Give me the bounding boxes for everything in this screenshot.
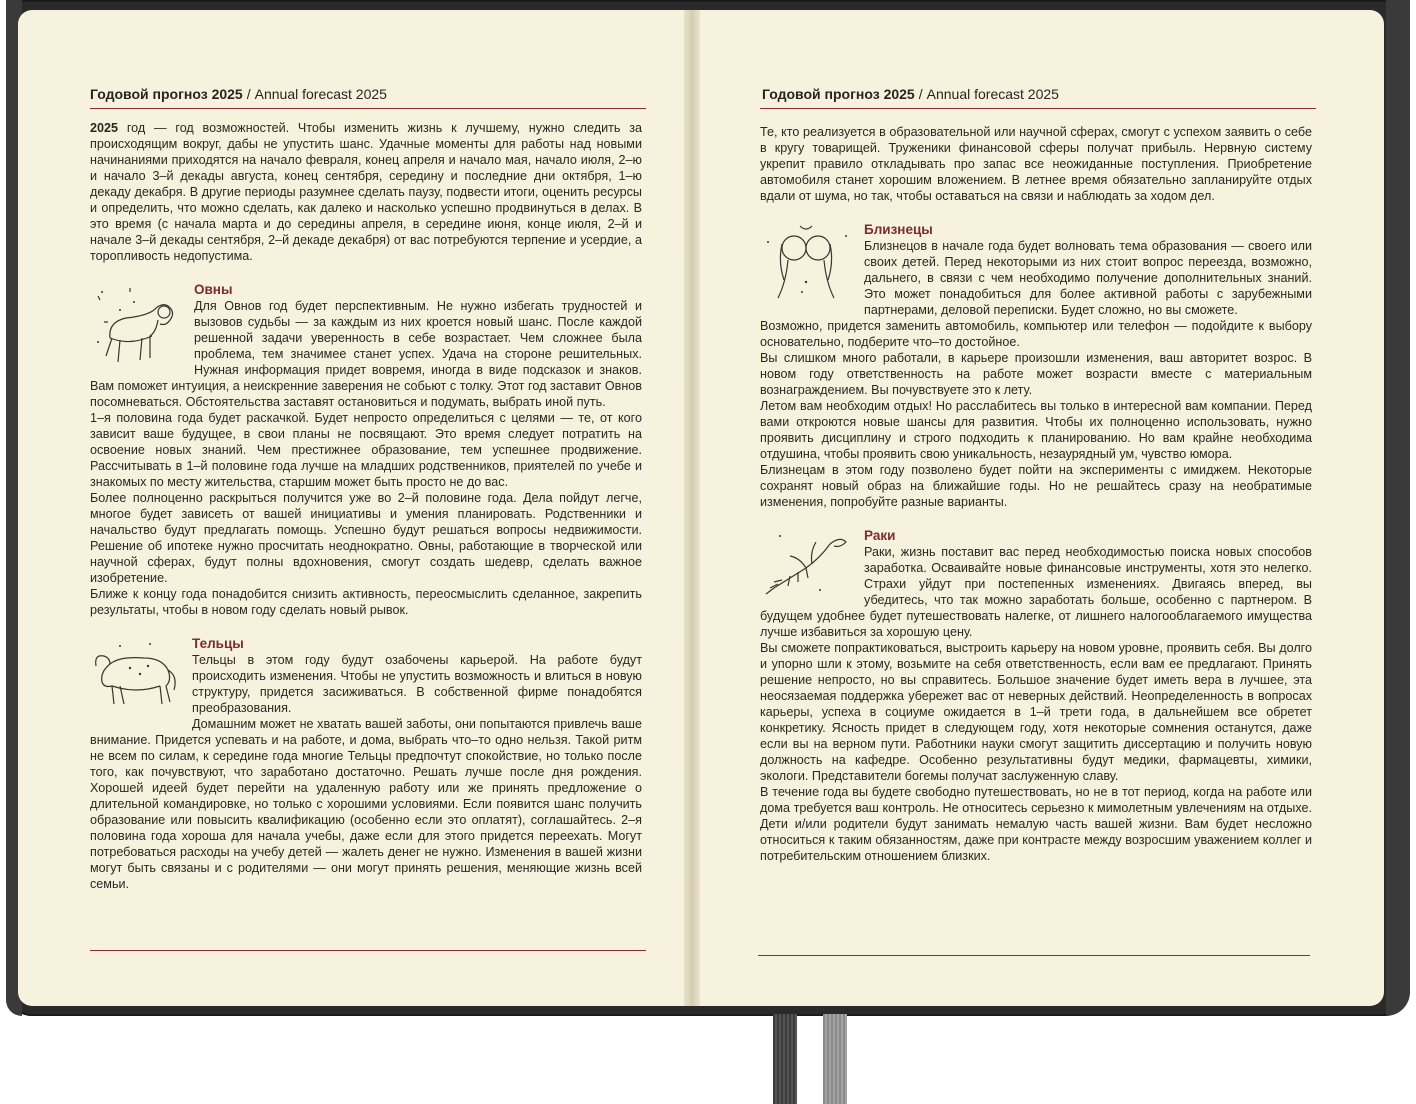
aries-title: Овны [194,282,233,297]
right-intro-paragraph: Те, кто реализуется в образовательной или научной сферах, смогут с успехом заявить о себе в кругу товарищей. Труженики финансовой сферы получат прибыль. Нервную систему укрепит правило откладывать про запас все неожиданные поступления. Приобретение автомобиля станет хорошим вложением. В летнее время обязательно запланируйте отдых вдали от шума, но так, чтобы оставаться на связи и наблюдать за ходом дел. [760,125,1312,203]
cancer-title: Раки [864,528,896,543]
right-running-header [762,86,1059,102]
left-footer-rule [90,950,646,951]
taurus-paragraph-1: Тельцы в этом году будут озабочены карьерой. На работе будут происходить изменения. Чтобы не упустить возможность и влиться в новую структуру, придется засиживаться. В собственной фирме понадобятся преобразования. [192,653,642,715]
gemini-paragraph-1: Близнецов в начале года будет волновать тема образования — своего или своих детей. Перед некоторыми из них стоит вопрос переезда, возможно, дальнего, в связи с чем необходимо получение дополнительных знаний. Это может понадобиться для более активной работы с зарубежными партнерами, деловой переписки. Будет сложно, но вы сможете. [864,239,1312,317]
cancer-crayfish-icon [760,528,858,604]
left-header-rule [90,108,646,109]
header-title-ru: Годовой прогноз 2025 [90,86,243,102]
header-title-ru: Годовой прогноз 2025 [762,86,915,102]
aries-paragraph-4: Ближе к концу года понадобится снизить активность, переосмыслить сделанное, закрепить результаты, чтобы в новом году сделать новый рывок. [90,587,642,617]
aries-paragraph-3: Более полноценно раскрыться получится уже во 2–й половине года. Дела пойдут легче, многое будет зависеть от вашей инициативы и умения планировать. Родственники и начальство будут предлагать помощь. Успешно будут решаться вопросы недвижимости. Решение об ипотеке нужно просчитать неоднократно. Овны, работающие в творческой или научной сферах, будут полны вдохновения, смогут создать шедевр, сделать важное изобретение. [90,491,642,585]
gemini-paragraph-2: Возможно, придется заменить автомобиль, компьютер или телефон — подойдите к выбору основательно, подберите что–то достойное. [760,319,1312,349]
aries-paragraph-2: 1–я половина года будет раскачкой. Будет непросто определиться с целями — те, от кого зависит ваше будущее, в свои планы не посвящают. Это время следует потратить на освоение новых знаний. Чем престижнее образование, тем успешнее продвижение. Рассчитывать в 1–й половине года лучше на младших родственников, приятелей по учебе и знакомых по месту жительства, старшим может быть просто не до вас. [90,411,642,489]
gemini-paragraph-3: Вы слишком много работали, в карьере произошли изменения, ваш авторитет возрос. В новом году ответственность на работе может возрасти вместе с материальным вознаграждением. Вы почувствуете это к лету. [760,351,1312,397]
left-page-body [90,120,642,892]
taurus-bull-icon [90,636,186,716]
bookmark-ribbon-dark[interactable] [773,1014,797,1104]
taurus-title: Тельцы [192,636,244,651]
book-gutter [684,10,700,1006]
header-separator: / [246,86,251,102]
right-page-body [760,124,1312,864]
header-title-en: Annual forecast 2025 [254,86,387,102]
intro-year: 2025 [90,121,119,135]
left-running-header [90,86,387,102]
cancer-paragraph-3: В течение года вы будете свободно путешествовать, но не в тот период, когда на работе или дома требуется ваш контроль. Не относитесь серьезно к мимолетным увлечениям на отдыхе. Дети и/или родители будут занимать немалую часть вашей жизни. Вам будет несложно относиться к таким обязанностям, даже при контрасте между возросшим уважением коллег и потребительским отношением близких. [760,785,1312,863]
gemini-paragraph-4: Летом вам необходим отдых! Но расслабитесь вы только в интересной вам компании. Перед вами откроются новые шансы для развития. Чтобы их полноценно использовать, нужно проявить дисциплину и строго подходить к планированию. Но вам крайне необходима отдушина, чтобы проявить свою уникальность, незаурядный ум, чувство юмора. [760,399,1312,461]
cancer-paragraph-2: Вы сможете попрактиковаться, выстроить карьеру на новом уровне, проявить себя. Вы долго и упорно шли к этому, возьмите на себя ответственность, если вам ее предлагают. Принять решение непросто, но вы справитесь. Большое значение будет иметь вера в лучшее, эта неосязаемая поддержка убережет вас от неверных действий. Неопределенность в вопросах карьеры, успеха в социуме ожидается в 1–й трети года, в дальнейшем все обретет конкретику. Ясность придет в следующем году, хотя некоторые сомнения останутся, даже если вы на верном пути. Работники науки смогут защитить диссертацию и получить новую должность на кафедре. Особенно результативны будут медики, фармацевты, химики, экологи. Представители богемы получат заслуженную славу. [760,641,1312,783]
gemini-paragraph-5: Близнецам в этом году позволено будет пойти на эксперименты с имиджем. Некоторые сохранят новый образ на ближайшие годы. Но не решайтесь сразу на необратимые изменения, попробуйте разные варианты. [760,463,1312,509]
cancer-paragraph-1: Раки, жизнь поставит вас перед необходимостью поиска новых способов заработка. Осваивайте новые финансовые инструменты, хотя это нелегко. Страхи уйдут при постепенных изменениях. Двигаясь вперед, вы убедитесь, что так можно заработать больше, особенно с партнером. В будущем удобнее будет путешествовать налегке, от лишнего налогооблагаемого имущества лучше избавиться за хорошую цену. [760,545,1312,639]
header-title-en: Annual forecast 2025 [926,86,1059,102]
bookmark-ribbon-light[interactable] [823,1014,847,1104]
cover-edge-right [1386,0,1410,1016]
aries-paragraph-1: Для Овнов год будет перспективным. Не нужно избегать трудностей и вызовов судьбы — за каждым из них кроется новый шанс. После каждой решенной задачи уверенность в себе возрастает. Чем сложнее была проблема, тем значимее станет успех. Удача на стороне решительных. Нужная информация придет вовремя, иногда в виде подсказок и знаков. Вам поможет интуиция, а неискренние заверения не собьют с толку. Этот год заставит Овнов посомневаться. Обстоятельства заставят остановиться и подумать, выбрать иной путь. [90,299,642,409]
taurus-paragraph-2: Домашним может не хватать вашей заботы, они попытаются привлечь ваше внимание. Придется успевать и на работе, и дома, выбрать что–то одно нельзя. Такой ритм не всем по силам, к середине года многие Тельцы предпочтут спокойствие, но только после того, как почувствуют, что заработано достаточно. Решать лучше после дня рождения. Хорошей идеей будет перейти на удаленную работу или же принять предложение о длительной командировке, но только с хорошими условиями. Если появится шанс получить образование или повысить квалификацию (особенно если это оплатят), соглашайтесь. 2–я половина года хороша для начала учебы, даже если для этого придется переехать. Могут потребоваться расходы на учебу детей — жалеть денег не нужно. Изменения в вашей жизни могут быть связаны и с родителями — они могут принять решения, меняющие жизнь всей семьи. [90,717,642,891]
gemini-title: Близнецы [864,222,933,237]
aries-ram-icon [90,282,188,372]
right-footer-rule [758,955,1310,956]
header-separator: / [918,86,923,102]
intro-text: год — год возможностей. Чтобы изменить жизнь к лучшему, нужно следить за происходящим вокруг, дабы не упустить шанс. Удачные моменты для работы над новыми начинаниями приходятся на начало февраля, конец апреля и начало мая, начало июля, 2–ю и начало 3–й декады августа, конец сентября, середину и последние дни октября, 1–ю декаду декабря. В другие периоды разумнее сделать паузу, подвести итоги, оценить ресурсы и определить, что можно сделать, как далеко и насколько успешно продвинуться в делах. В это время (с начала марта и до середины апреля, в середине июня, конце июля, 2–й и начале 3–й декады сентября, 2–й декаде декабря) от вас потребуются терпение и усердие, а торопливость недопустима. [90,121,643,263]
intro-paragraph [90,120,642,264]
gemini-twins-icon [760,222,858,304]
right-header-rule [760,108,1316,109]
